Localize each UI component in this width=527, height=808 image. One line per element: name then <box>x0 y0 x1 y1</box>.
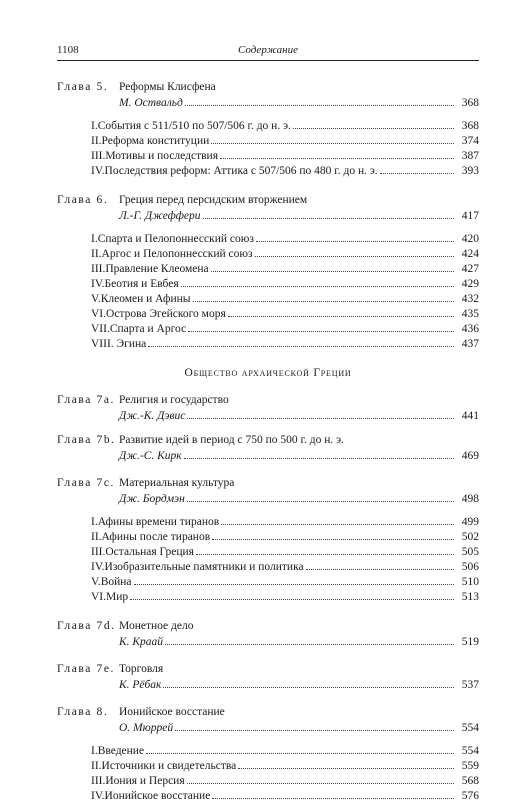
toc-section <box>57 515 479 530</box>
section-title: VI.Острова Эгейского моря <box>91 308 226 320</box>
toc-section <box>57 232 479 247</box>
section-title: IV.Последствия реформ: Аттика с 507/506 по 480 г. до н. э. <box>91 165 378 177</box>
dot-leader <box>220 158 454 159</box>
page-ref: 437 <box>461 338 479 350</box>
chapter-author: Дж. Бордмэн <box>119 493 185 505</box>
chapter-title: Материальная культура <box>119 477 235 489</box>
dot-leader <box>212 539 454 540</box>
toc-section <box>57 575 479 590</box>
toc-section <box>57 789 479 804</box>
page-ref: 554 <box>461 722 479 734</box>
chapter-author: К. Рёбак <box>119 679 162 691</box>
chapter-author-line <box>57 408 479 424</box>
page-ref: 429 <box>461 278 479 290</box>
chapter-heading <box>57 432 479 448</box>
dot-leader <box>238 768 454 769</box>
page-ref: 559 <box>461 760 479 772</box>
chapter-author: Л.-Г. Джеффери <box>119 210 201 222</box>
section-title: IV.Ионийское восстание <box>91 790 211 802</box>
dot-leader <box>187 418 454 419</box>
page-ref: 387 <box>461 150 479 162</box>
chapter-label: Глава 5. <box>57 81 109 93</box>
dot-leader <box>193 301 454 302</box>
chapter-heading <box>57 475 479 491</box>
page-ref: 368 <box>461 97 479 109</box>
toc-section <box>57 119 479 134</box>
chapter-author-line <box>57 634 479 650</box>
toc-section <box>57 337 479 352</box>
dot-leader <box>165 644 454 645</box>
chapter-heading <box>57 79 479 95</box>
page-ref: 537 <box>461 679 479 691</box>
chapter-author: Дж.-С. Кирк <box>119 450 182 462</box>
dot-leader <box>134 584 454 585</box>
section-title: V.Клеомен и Афины <box>91 293 191 305</box>
page-number: 1108 <box>57 44 79 56</box>
page-ref: 554 <box>461 745 479 757</box>
section-title: I.События с 511/510 по 507/506 г. до н. э. <box>91 120 291 132</box>
section-title: V.Война <box>91 576 132 588</box>
toc-section <box>57 744 479 759</box>
toc-section <box>57 759 479 774</box>
toc-section <box>57 149 479 164</box>
page-ref: 393 <box>461 165 479 177</box>
section-title: VII.Спарта и Аргос <box>91 323 187 335</box>
chapter-author: М. Оствальд <box>119 97 183 109</box>
chapter-author-line <box>57 720 479 736</box>
page-ref: 427 <box>461 263 479 275</box>
page-ref: 417 <box>461 210 479 222</box>
dot-leader <box>380 173 454 174</box>
toc-section <box>57 590 479 605</box>
page-ref: 441 <box>461 410 479 422</box>
toc-section <box>57 545 479 560</box>
toc-section <box>57 277 479 292</box>
dot-leader <box>211 271 454 272</box>
table-of-contents <box>57 79 479 804</box>
chapter-author-line <box>57 208 479 224</box>
chapter-title: Монетное дело <box>119 620 194 632</box>
chapter-title: Торговля <box>119 663 164 675</box>
page-ref: 499 <box>461 516 479 528</box>
toc-section <box>57 134 479 149</box>
running-title: Содержание <box>237 44 298 56</box>
toc-section <box>57 247 479 262</box>
toc-section <box>57 164 479 179</box>
dot-leader <box>211 143 454 144</box>
dot-leader <box>130 599 454 600</box>
chapter-label: Глава 7d. <box>57 620 116 632</box>
dot-leader <box>188 331 454 332</box>
chapter-heading <box>57 661 479 677</box>
chapter-label: Глава 7a. <box>57 394 116 406</box>
section-title: II.Реформа конституции <box>91 135 210 147</box>
chapter-heading <box>57 618 479 634</box>
chapter-author: Дж.-К. Дэвис <box>119 410 186 422</box>
dot-leader <box>146 753 454 754</box>
chapter-title: Реформы Клисфена <box>119 81 216 93</box>
page-ref: 420 <box>461 233 479 245</box>
chapter-author-line <box>57 95 479 111</box>
dot-leader <box>163 687 454 688</box>
page-ref: 568 <box>461 775 479 787</box>
chapter-label: Глава 7e. <box>57 663 116 675</box>
chapter-author: О. Мюррей <box>119 722 174 734</box>
dot-leader <box>181 286 454 287</box>
dot-leader <box>184 458 454 459</box>
page-ref: 576 <box>461 790 479 802</box>
page-ref: 502 <box>461 531 479 543</box>
dot-leader <box>175 730 454 731</box>
toc-section <box>57 560 479 575</box>
running-header <box>57 44 479 61</box>
page-ref: 436 <box>461 323 479 335</box>
page-ref: 424 <box>461 248 479 260</box>
section-title: III.Правление Клеомена <box>91 263 209 275</box>
page-ref: 510 <box>461 576 479 588</box>
chapter-heading <box>57 392 479 408</box>
dot-leader <box>212 798 454 799</box>
dot-leader <box>196 554 454 555</box>
section-title: II.Источники и свидетельства <box>91 760 237 772</box>
chapter-title: Греция перед персидским вторжением <box>119 194 308 206</box>
dot-leader <box>293 128 454 129</box>
dot-leader <box>203 218 454 219</box>
part-heading: Общество архаической Греции <box>184 367 352 379</box>
section-title: VI.Мир <box>91 591 129 603</box>
chapter-heading <box>57 192 479 208</box>
toc-section <box>57 307 479 322</box>
section-title: I.Введение <box>91 745 145 757</box>
chapter-label: Глава 6. <box>57 194 109 206</box>
page-ref: 368 <box>461 120 479 132</box>
dot-leader <box>187 783 454 784</box>
dot-leader <box>228 316 454 317</box>
toc-section <box>57 292 479 307</box>
section-title: VIII. Эгина <box>91 338 147 350</box>
section-title: II.Афины после тиранов <box>91 531 211 543</box>
chapter-title: Ионийское восстание <box>119 706 225 718</box>
page-ref: 519 <box>461 636 479 648</box>
dot-leader <box>306 569 454 570</box>
chapter-author-line <box>57 491 479 507</box>
dot-leader <box>256 241 454 242</box>
dot-leader <box>221 524 454 525</box>
dot-leader <box>148 346 454 347</box>
chapter-label: Глава 7c. <box>57 477 116 489</box>
section-title: III.Остальная Греция <box>91 546 194 558</box>
chapter-label: Глава 8. <box>57 706 109 718</box>
toc-section <box>57 774 479 789</box>
dot-leader <box>185 105 454 106</box>
toc-section <box>57 322 479 337</box>
section-title: II.Аргос и Пелопоннесский союз <box>91 248 253 260</box>
section-title: I.Афины времени тиранов <box>91 516 220 528</box>
dot-leader <box>187 501 454 502</box>
toc-section <box>57 530 479 545</box>
toc-section <box>57 262 479 277</box>
page-ref: 469 <box>461 450 479 462</box>
page-ref: 505 <box>461 546 479 558</box>
page-ref: 498 <box>461 493 479 505</box>
section-title: III.Мотивы и последствия <box>91 150 218 162</box>
section-title: III.Иония и Персия <box>91 775 185 787</box>
chapter-author-line <box>57 677 479 693</box>
chapter-author: К. Краай <box>119 636 164 648</box>
page-ref: 374 <box>461 135 479 147</box>
chapter-title: Религия и государство <box>119 394 229 406</box>
section-title: I.Спарта и Пелопоннесский союз <box>91 233 254 245</box>
section-title: IV.Беотия и Евбея <box>91 278 179 290</box>
chapter-heading <box>57 704 479 720</box>
section-title: IV.Изобразительные памятники и политика <box>91 561 304 573</box>
page-ref: 506 <box>461 561 479 573</box>
chapter-label: Глава 7b. <box>57 434 116 446</box>
page-ref: 432 <box>461 293 479 305</box>
chapter-title: Развитие идей в период с 750 по 500 г. до н. э. <box>119 434 344 446</box>
page-ref: 435 <box>461 308 479 320</box>
page-ref: 513 <box>461 591 479 603</box>
dot-leader <box>255 256 454 257</box>
chapter-author-line <box>57 448 479 464</box>
